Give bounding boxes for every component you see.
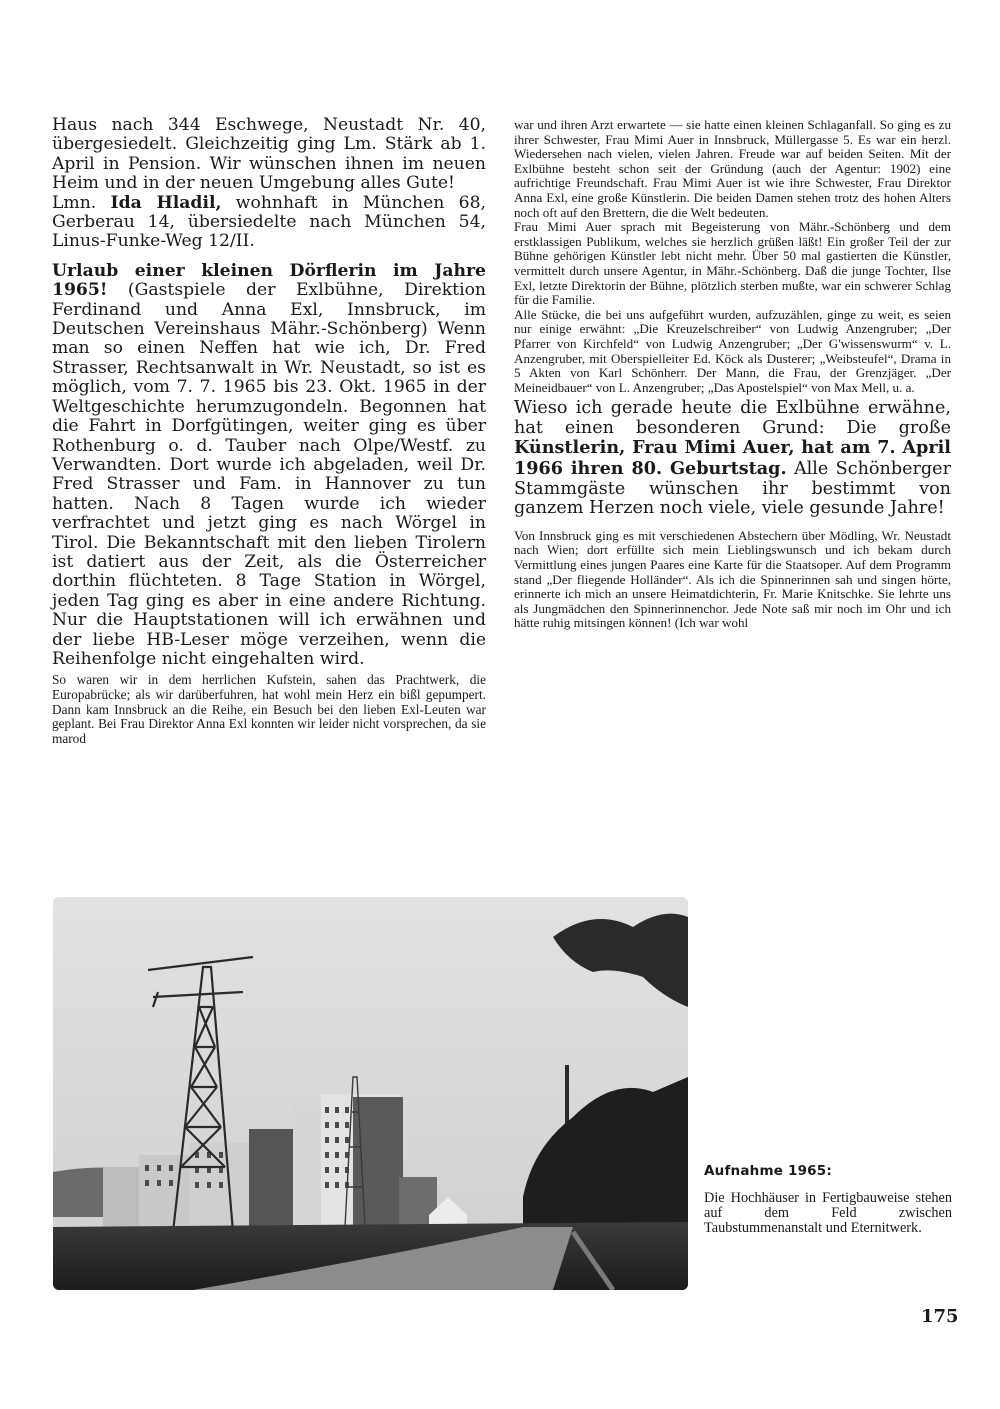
- paragraph-moved-house: Haus nach 344 Eschwege, Neustadt Nr. 40, übergesiedelt. Gleichzeitig ging Lm. Stärk ab 1. April in Pension. Wir wünschen ihnen im neuen Heim und in der neuen Umgebung alles Gute!: [52, 115, 486, 194]
- paragraph-mimi-auer-visit: war und ihren Arzt erwartete — sie hatte einen kleinen Schlaganfall. So ging es zu ihrer Schwester, Frau Mimi Auer in Innsbruck, Müllergasse 5. Es war ein herzl. Wiedersehen nach vielen, vielen Jahren. Freude war auf beiden Seiten. Mit der Exlbühne besteht schon seit der Gründung (auch der Agentur: 1902) eine aufrichtige Freundschaft. Frau Mimi Auer ist wie ihre Schwester, Frau Direktor Anna Exl, eine große Künstlerin. Die beiden Damen stehen trotz des hohen Alters noch oft auf den Brettern, die die Welt bedeuten.: [514, 117, 951, 220]
- photo-caption: [704, 1163, 952, 1236]
- paragraph-plays-list: Alle Stücke, die bei uns aufgeführt wurden, aufzuzählen, ginge zu weit, es seien nur einige erwähnt: „Die Kreuzelschreiber“ von Ludwig Anzengruber; „Der Pfarrer von Kirchfeld“ von Ludwig Anzengruber; „Der G'wissenswurm“ v. L. Anzengruber, mit Oberspielleiter Ed. Köck als Dusterer; „Weibsteufel“, Drama in 5 Akten von Karl Schönherr. Der Mann, die Frau, der Grenzjäger. „Der Meineidbauer“ von L. Anzengruber; „Das Apostelspiel“ von Max Mell, u. a.: [514, 306, 951, 395]
- person-name: Ida Hladil,: [110, 192, 222, 213]
- caption-title: Aufnahme 1965:: [704, 1163, 832, 1179]
- paragraph-vacation: Urlaub einer kleinen Dörflerin im Jahre 1965! (Gastspiele der Exlbühne, Direktion Ferdinand und Anna Exl, Innsbruck, im Deutschen Vereinshaus Mähr.-Schönberg) Wenn man so einen Neffen hat wie ich, Dr. Fred Strasser, Rechtsanwalt in Wr. Neustadt, so ist es möglich, vom 7. 7. 1965 bis 23. Okt. 1965 in der Weltgeschichte herumzugondeln. Begonnen hat die Fahrt in Dorfgütingen, weiter ging es über Rothenburg o. d. Tauber nach Olpe/Westf. zu Verwandten. Dort wurde ich abgeladen, weil Dr. Fred Strasser und Fam. in Hannover zu tun hatten. Nach 8 Tagen wurde ich wieder verfrachtet und jetzt ging es nach Wörgel in Tirol. Die Bekanntschaft mit den lieben Tirolern ist datiert aus der Zeit, als die Österreicher dorthin flüchteten. 8 Tage Station in Wörgel, jeden Tag ging es aber in eine andere Richtung. Nur die Hauptstationen will ich erwähnen und der liebe HB-Leser möge verzeihen, wenn die Reihenfolge nicht eingehalten wird.: [52, 260, 486, 669]
- paragraph-vienna-opera: Von Innsbruck ging es mit verschiedenen Abstechern über Mödling, Wr. Neustadt nach Wien; dort erfüllte sich mein Lieblingswunsch und ich bekam durch Vermittlung eines jungen Paares eine Karte für die Staatsoper. Auf dem Programm stand „Der fliegende Holländer“. Als ich die Spinnerinnen sah und singen hörte, erinnerte ich mich an unsere Heimatdichterin, Fr. Marie Knitschke. Sie lehrte uns als Jungmädchen den Spinnerinnenchor. Jede Note saß mir noch im Ohr und ich hätte ruhig mitsingen können! (Ich war wohl: [514, 527, 951, 631]
- paragraph-schoenberg-greetings: Frau Mimi Auer sprach mit Begeisterung von Mähr.-Schönberg und dem erstklassigen Publikum, welches sie herzlich grüßen läßt! Ein großer Teil der zur Bühne gehörigen Künstler lebt nicht mehr. Über 50 mal gastierten die Künstler, vermittelt durch unsere Agentur, in Mähr.-Schönberg. Daß die junge Tochter, Ilse Exl, letzte Direktorin der Bühne, plötzlich sterben mußte, war ein schwerer Schlag für die Familie.: [514, 219, 951, 308]
- paragraph-kufstein: So waren wir in dem herrlichen Kufstein, sahen das Prachtwerk, die Europabrücke; als wir darüberfuhren, hat wohl mein Herz ein bißl gepumpert. Dann kam Innsbruck an die Reihe, ein Besuch bei den lieben Exl-Leuten war geplant. Bei Frau Direktor Anna Exl konnten wir leider nicht vorsprechen, da sie marod: [52, 672, 486, 747]
- birthday-announcement: Künstlerin, Frau Mimi Auer, hat am 7. April 1966 ihren 80. Geburtstag.: [514, 437, 951, 480]
- paragraph-ida-hladil: Lmn. Ida Hladil, wohnhaft in München 68, Gerberau 14, übersiedelte nach München 54, Linus-Funke-Weg 12/II.: [52, 192, 486, 252]
- left-column: [52, 116, 486, 747]
- paragraph-birthday-highlight: Wieso ich gerade heute die Exlbühne erwähne, hat einen besonderen Grund: Die große Künstlerin, Frau Mimi Auer, hat am 7. April 1966 ihren 80. Geburtstag. Alle Schönberger Stammgäste wünschen ihr bestimmt von ganzem Herzen noch viele, viele gesunde Jahre!: [514, 398, 952, 519]
- right-column: [514, 118, 951, 631]
- photo-high-rise-buildings: [53, 897, 688, 1290]
- caption-text: Die Hochhäuser in Fertigbauweise stehen auf dem Feld zwischen Taubstummenanstalt und Eternitwerk.: [704, 1190, 952, 1236]
- page-number: 175: [921, 1306, 959, 1327]
- section-title: Urlaub einer kleinen Dörflerin im Jahre 1965!: [52, 260, 486, 301]
